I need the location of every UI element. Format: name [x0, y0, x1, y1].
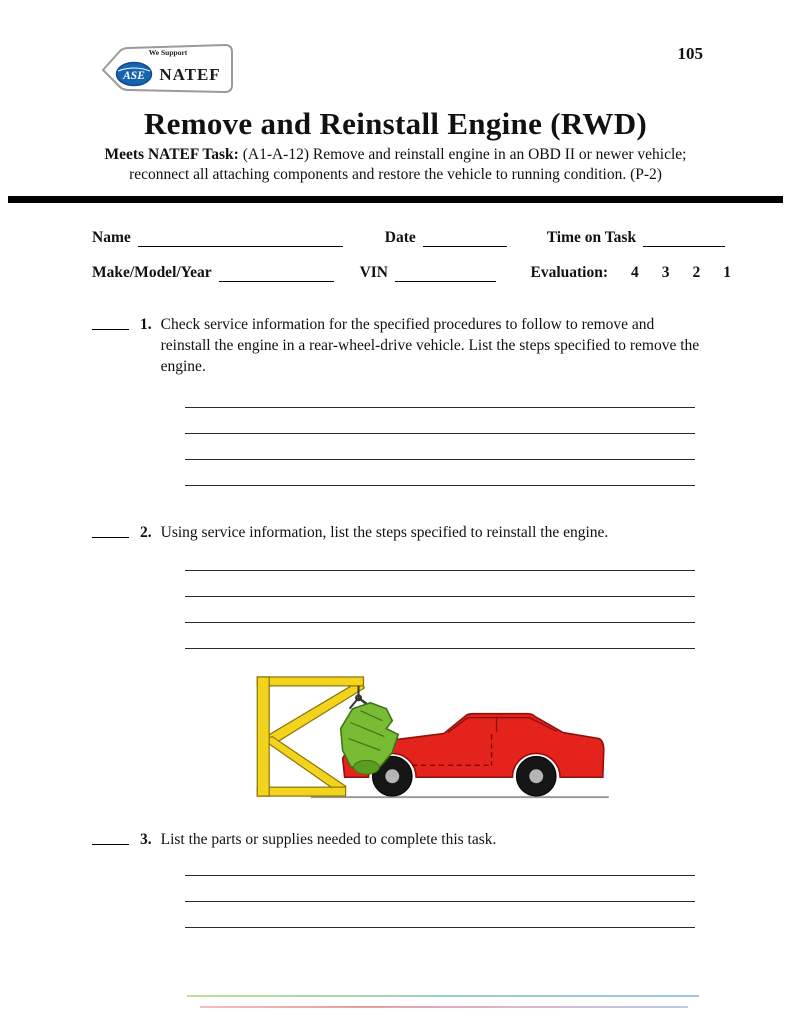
- time-on-task-label: Time on Task: [546, 229, 637, 247]
- check-blank-3: [92, 829, 129, 845]
- item-text-1: Check service information for the specified procedures to follow to remove and reinstall the engine in a rear-wheel-drive vehicle. List the steps specified to remove the engine.: [160, 316, 700, 376]
- engine-removal-illustration: [253, 671, 611, 810]
- task-item-3: [92, 829, 704, 850]
- ase-text: ASE: [123, 70, 145, 82]
- check-blank-1: [92, 314, 129, 330]
- evaluation-label: Evaluation:: [530, 264, 608, 282]
- hoist-bottom-leg: [257, 787, 345, 796]
- date-label: Date: [384, 229, 416, 247]
- answer-line: [185, 571, 695, 597]
- answer-line: [185, 876, 695, 902]
- item-text-3: List the parts or supplies needed to complete this task.: [160, 830, 497, 848]
- item-number-2: 2.: [140, 523, 152, 541]
- scan-artifact-line-1: [187, 995, 699, 997]
- evaluation-value-1: 1: [723, 264, 731, 282]
- task-item-1: [92, 314, 704, 377]
- task-line-1: (A1-A-12) Remove and reinstall engine in an OBD II or newer vehicle;: [242, 146, 687, 163]
- make-model-year-blank: [219, 267, 334, 282]
- item-number-3: 3.: [140, 830, 152, 848]
- rear-hub: [529, 769, 543, 783]
- date-blank: [423, 232, 507, 247]
- answer-lines-1: [185, 382, 695, 486]
- scan-artifact-line-2: [200, 1006, 688, 1008]
- answer-line: [185, 382, 695, 408]
- vin-label: VIN: [359, 264, 388, 282]
- answer-line: [185, 597, 695, 623]
- answer-line: [185, 545, 695, 571]
- name-label: Name: [92, 229, 131, 247]
- answer-line: [185, 460, 695, 486]
- time-on-task-blank: [643, 232, 725, 247]
- front-hub: [385, 769, 399, 783]
- hoist-vertical-post: [257, 677, 269, 796]
- logo-support-text: We Support: [148, 48, 188, 57]
- task-item-2: [92, 522, 704, 543]
- natef-logo-graphic: [98, 40, 238, 98]
- item-number-1: 1.: [140, 316, 152, 334]
- hoist-top-arm: [257, 677, 363, 686]
- answer-lines-2: [185, 545, 695, 649]
- natef-text: NATEF: [159, 65, 221, 84]
- engine-oil-pan: [354, 760, 380, 774]
- form-row-make-vin-eval: [92, 264, 731, 282]
- evaluation-value-2: 2: [692, 264, 701, 282]
- answer-line: [185, 434, 695, 460]
- page-number: 105: [677, 44, 703, 63]
- form-row-name-date-time: [92, 229, 731, 247]
- make-model-year-label: Make/Model/Year: [92, 264, 212, 282]
- answer-lines-3: [185, 850, 695, 928]
- header: [0, 0, 791, 98]
- natef-ase-logo: [98, 40, 238, 98]
- task-label: Meets NATEF Task:: [104, 146, 239, 163]
- vin-blank: [395, 267, 497, 282]
- evaluation-value-4: 4: [631, 264, 639, 282]
- evaluation-value-3: 3: [661, 264, 670, 282]
- answer-line: [185, 623, 695, 649]
- check-blank-2: [92, 522, 129, 538]
- hoist-diagonal-down: [264, 736, 345, 793]
- engine-hoist-car-drawing: [253, 671, 611, 810]
- page-title: Remove and Reinstall Engine (RWD): [143, 106, 648, 141]
- thick-divider-rule: [8, 196, 783, 203]
- task-description: [0, 145, 791, 185]
- name-blank: [138, 232, 343, 247]
- item-text-2: Using service information, list the steps specified to reinstall the engine.: [160, 523, 609, 541]
- task-line-2: reconnect all attaching components and restore the vehicle to running condition. (P-2): [129, 166, 662, 184]
- answer-line: [185, 850, 695, 876]
- answer-line: [185, 408, 695, 434]
- answer-line: [185, 902, 695, 928]
